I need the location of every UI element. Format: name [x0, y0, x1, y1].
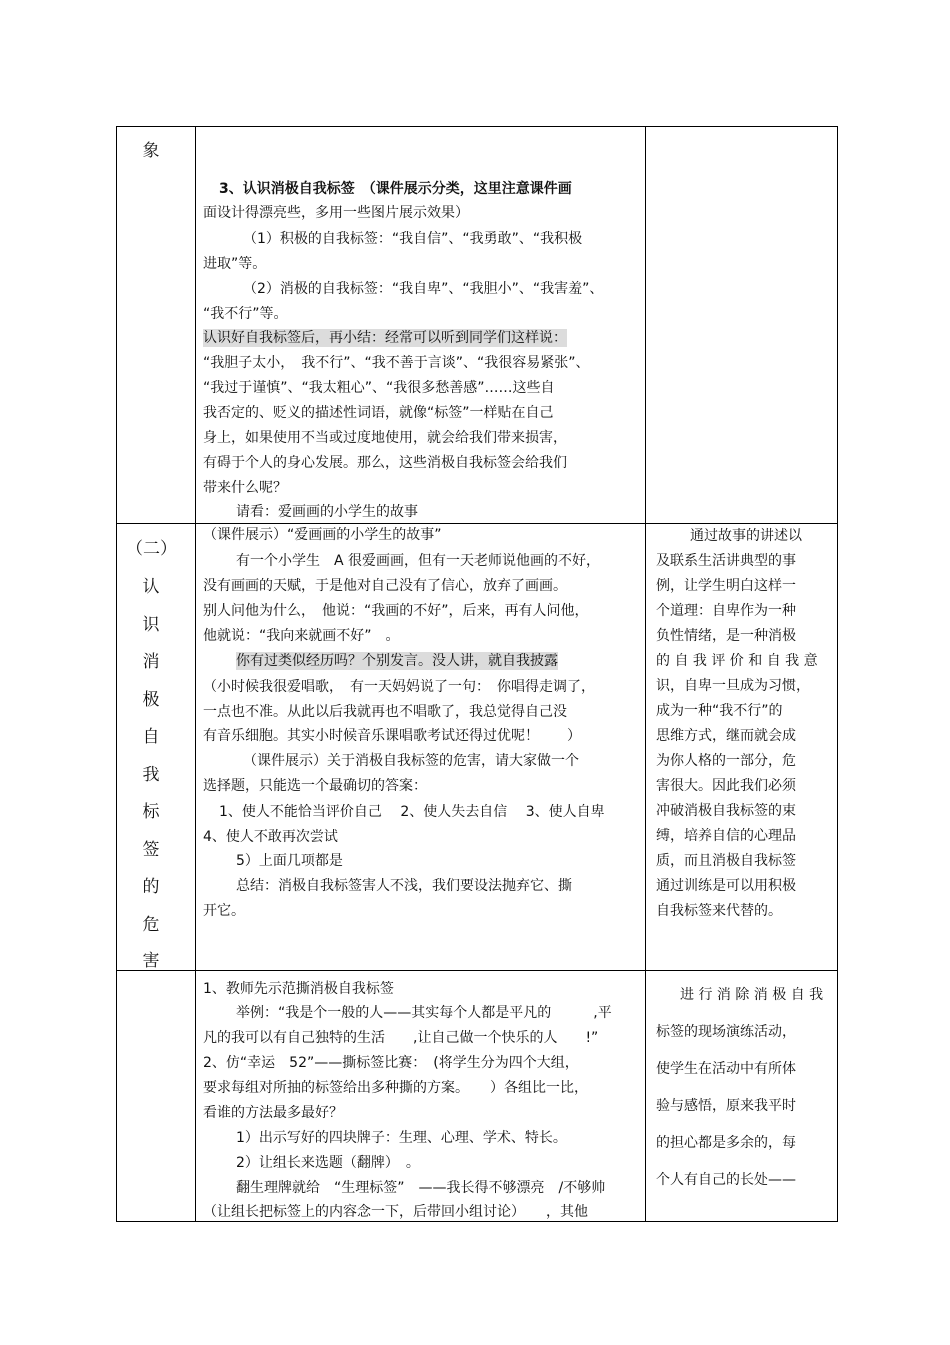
- row-3-line: 举例：“我是个一般的人——其实每个人都是平凡的 ,平: [236, 1005, 612, 1021]
- design-intent-line: 自我标签来代替的。: [656, 903, 782, 919]
- design-intent-line: 标签的现场演练活动，: [656, 1024, 796, 1040]
- row-3-line: 2）让组长来选题（翻牌） 。: [236, 1155, 420, 1171]
- quiz-options: 1、使人不能恰当评价自己 2、使人失去自信 3、使人自卑: [219, 804, 605, 820]
- design-intent-line: 负性情绪，是一种消极: [656, 628, 796, 644]
- design-intent-line: 成为一种“我不行”的: [656, 703, 783, 719]
- activity-1-heading: 1、教师先示范撕消极自我标签: [203, 981, 394, 997]
- row-2-label-char: 识: [142, 615, 160, 635]
- row-3-line: 凡的我可以有自己独特的生活 ,让自己做一个快乐的人 !”: [203, 1030, 599, 1046]
- row-2-line: 一点也不准。从此以后我就再也不唱歌了，我总觉得自己没: [203, 704, 567, 720]
- design-intent-line: 使学生在活动中有所体: [656, 1061, 796, 1077]
- design-intent-line: 例，让学生明白这样一: [656, 578, 796, 594]
- row-2-label-number: （二）: [126, 539, 177, 559]
- design-intent-line: 通过故事的讲述以: [690, 528, 802, 544]
- row-1-line: 带来什么呢？: [203, 480, 287, 496]
- row-1-line: 身上，如果使用不当或过度地使用，就会给我们带来损害，: [203, 430, 567, 446]
- row-1-label: 象: [142, 141, 160, 161]
- column-divider-1: [195, 126, 196, 1222]
- design-intent-line: 识，自卑一旦成为习惯，: [656, 678, 810, 694]
- row-2-line: （课件展示）关于消极自我标签的危害，请大家做一个: [243, 753, 579, 769]
- row-2-line: 他就说：“我向来就画不好” 。: [203, 628, 400, 644]
- row-2-label-char: 认: [142, 577, 160, 597]
- highlighted-question: 你有过类似经历吗？个别发言。没人讲，就自我披露: [236, 653, 558, 669]
- row-divider-2: [116, 970, 838, 971]
- row-1-line: “我不行”等。: [203, 306, 288, 322]
- row-2-summary: 总结：消极自我标签害人不浅，我们要设法抛弃它、撕: [236, 878, 572, 894]
- row-1-line: （2）消极的自我标签：“我自卑”、“我胆小”、“我害羞”、: [243, 281, 604, 297]
- row-1-line: “我过于谨慎”、“我太粗心”、“我很多愁善感”……这些自: [203, 380, 555, 396]
- row-1-line: （1）积极的自我标签：“我自信”、“我勇敢”、“我积极: [243, 231, 583, 247]
- column-divider-2: [645, 126, 646, 1222]
- row-1-line: 有碍于个人的身心发展。那么，这些消极自我标签会给我们: [203, 455, 567, 471]
- row-3-line: 看谁的方法最多最好？: [203, 1105, 343, 1121]
- row-2-line: 开它。: [203, 903, 245, 919]
- row-3-line: 要求每组对所抽的标签给出多种撕的方案。 ）各组比一比，: [203, 1080, 588, 1096]
- design-intent-line: 为你人格的一部分，危: [656, 753, 796, 769]
- design-intent-line: 的担心都是多余的，每: [656, 1135, 796, 1151]
- table-border-top: [116, 126, 838, 127]
- design-intent-line: 个道理：自卑作为一种: [656, 603, 796, 619]
- table-border-left: [116, 126, 117, 1222]
- row-2-line: 没有画画的天赋，于是他对自己没有了信心，放弃了画画。: [203, 578, 567, 594]
- design-intent-line: 害很大。因此我们必须: [656, 778, 796, 794]
- row-2-line: 选择题，只能选一个最确切的答案：: [203, 778, 427, 794]
- quiz-option-5: 5）上面几项都是: [236, 853, 343, 869]
- design-intent-line: 质，而且消极自我标签: [656, 853, 796, 869]
- row-2-label-char: 自: [142, 727, 160, 747]
- design-intent-line: 通过训练是可以用积极: [656, 878, 796, 894]
- row-2-line: 有一个小学生 A 很爱画画，但有一天老师说他画的不好，: [236, 553, 601, 569]
- design-intent-line: 的 自 我 评 价 和 自 我 意: [656, 653, 818, 669]
- quiz-option-4: 4、使人不敢再次尝试: [203, 829, 338, 845]
- row-2-line: 别人问他为什么， 他说：“我画的不好”，后来，再有人问他，: [203, 603, 589, 619]
- design-intent-line: 个人有自己的长处——: [656, 1172, 796, 1188]
- row-2-label-char: 签: [142, 840, 160, 860]
- table-border-right: [837, 126, 838, 1222]
- row-3-line: 1）出示写好的四块牌子：生理、心理、学术、特长。: [236, 1130, 567, 1146]
- row-3-line: 翻生理牌就给 “生理标签” ——我长得不够漂亮 /不够帅: [236, 1180, 606, 1196]
- row-2-label-char: 我: [142, 765, 160, 785]
- activity-2-heading: 2、仿“幸运 52”——撕标签比赛： (将学生分为四个大组，: [203, 1055, 579, 1071]
- row-2-label-char: 极: [142, 690, 160, 710]
- row-2-line: （课件展示）“爱画画的小学生的故事”: [203, 527, 442, 543]
- row-1-line: 进取”等。: [203, 256, 267, 272]
- design-intent-line: 冲破消极自我标签的束: [656, 803, 796, 819]
- row-divider-1: [116, 523, 838, 524]
- row-2-line: （小时候我很爱唱歌， 有一天妈妈说了一句： 你唱得走调了，: [203, 679, 595, 695]
- row-2-label-char: 标: [142, 802, 160, 822]
- row-2-line: 有音乐细胞。其实小时候音乐课唱歌考试还得过优呢！ ）: [203, 728, 581, 744]
- design-intent-line: 缚，培养自信的心理品: [656, 828, 796, 844]
- row-2-label-char: 害: [142, 951, 160, 971]
- row-1-line: “我胆子太小， 我不行”、“我不善于言谈”、“我很容易紧张”、: [203, 355, 590, 371]
- highlighted-summary: 认识好自我标签后，再小结：经常可以听到同学们这样说：: [203, 330, 567, 346]
- table-border-bottom: [116, 1221, 838, 1222]
- design-intent-line: 及联系生活讲典型的事: [656, 553, 796, 569]
- row-2-label-char: 消: [142, 652, 160, 672]
- design-intent-line: 思维方式，继而就会成: [656, 728, 796, 744]
- section-heading-3: 3、认识消极自我标签 （课件展示分类，这里注意课件画: [219, 181, 572, 197]
- row-2-label-char: 的: [142, 877, 160, 897]
- row-1-line: 我否定的、贬义的描述性词语，就像“标签”一样贴在自己: [203, 405, 554, 421]
- design-intent-line: 进 行 消 除 消 极 自 我: [680, 987, 824, 1003]
- row-3-line: （让组长把标签上的内容念一下，后带回小组讨论） ，其他: [203, 1204, 588, 1220]
- row-1-line: 请看：爱画画的小学生的故事: [236, 504, 418, 520]
- design-intent-line: 验与感悟，原来我平时: [656, 1098, 796, 1114]
- row-2-label-char: 危: [142, 915, 160, 935]
- row-1-line: 面设计得漂亮些，多用一些图片展示效果）: [203, 205, 469, 221]
